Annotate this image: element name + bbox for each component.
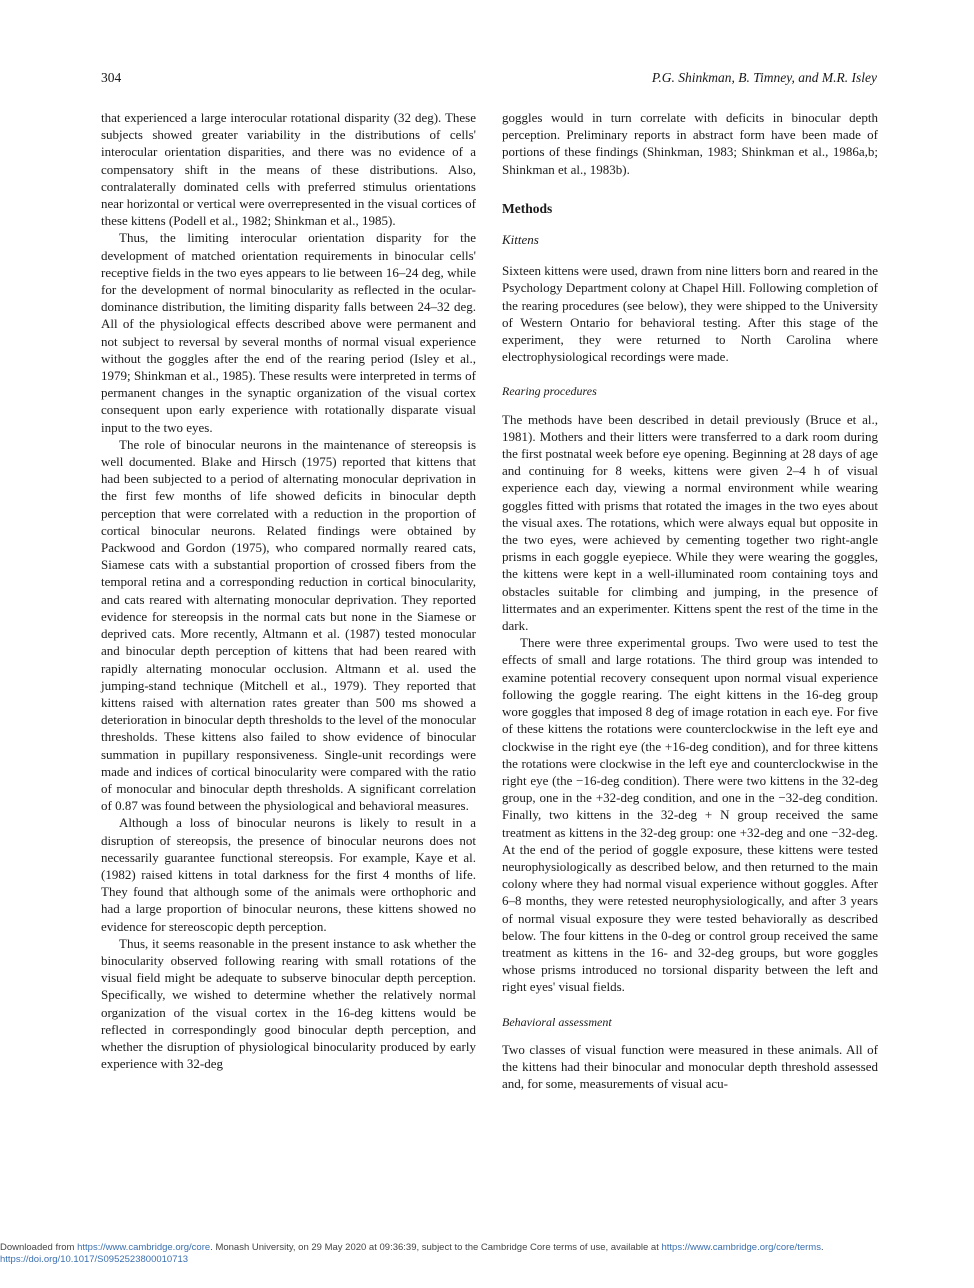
- download-notice: [0, 1242, 824, 1254]
- cambridge-core-link[interactable]: https://www.cambridge.org/core: [77, 1242, 211, 1253]
- paragraph: Two classes of visual function were measured in these animals. All of the kittens had their binocular and monocular depth threshold assessed and, for some, measurements of visual acu-: [502, 1041, 878, 1092]
- page-header: [101, 70, 877, 90]
- running-head-authors: P.G. Shinkman, B. Timney, and M.R. Isley: [651, 70, 877, 85]
- paragraph: Thus, it seems reasonable in the present instance to ask whether the binocularity observed following rearing with small rotations of the visual field might be adequate to subserve binocular depth perception. Specifically, we wished to determine whether the relatively normal organization of the visual cortex in the 16-deg kittens would be reflected in correspondingly good binocular depth perception, and whether the disruption of physiological binocularity produced by early experience with 32-deg: [101, 935, 476, 1072]
- paragraph: Sixteen kittens were used, drawn from nine litters born and reared in the Psychology Department colony at Chapel Hill. Following completion of the rearing procedures (see below), they were shipped to the University of Western Ontario for behavioral testing. After this stage of the experiment, they were returned to North Carolina where electrophysiological recordings were made.: [502, 263, 878, 365]
- paragraph: goggles would in turn correlate with deficits in binocular depth perception. Preliminary reports in abstract form have been made of portions of these findings (Shinkman, 1983; Shinkman et al., 1986a,b; Shinkman et al., 1983b).: [502, 110, 878, 177]
- footer-text: Downloaded from: [0, 1242, 78, 1253]
- page-number: 304: [101, 70, 122, 85]
- right-column: [502, 109, 878, 1092]
- paragraph: The methods have been described in detail previously (Bruce et al., 1981). Mothers and their litters were transferred to a dark room during the first postnatal week before eye opening. Beginning at 28 days of age and continuing for 8 weeks, kittens were given 2–4 h of visual experience each day, viewing a normal environment while wearing goggles fitted with prisms that rotated the images in the two eyes about the visual axes. The rotations, which were always equal but opposite in the two eyes, were achieved by cementing together two right-angle prisms in each goggle eyepiece. While they were wearing the goggles, the kittens were kept in a well-illuminated room containing toys and obstacles suitable for climbing and jumping, in the presence of littermates and an experimenter. Kittens spent the rest of the time in the dark.: [502, 411, 878, 634]
- kittens-subheading: Kittens: [502, 232, 539, 248]
- footer-text: . Monash University, on 29 May 2020 at 09:36:39, subject to the Cambridge Core terms of use, available at: [210, 1242, 662, 1253]
- paragraph: The role of binocular neurons in the maintenance of stereopsis is well documented. Blake and Hirsch (1975) reported that kittens that had been subjected to a period of alternating monocular deprivation in the first few months of life showed deficits in binocular depth perception that were correlated with a reduction in the proportion of cortical binocular neurons. Related findings were obtained by Packwood and Gordon (1975), who compared normally reared cats, Siamese cats with a substantial proportion of crossed fibers from the temporal retina and a corresponding reduction in cortical binocularity, and cats reared with alternating monocular deprivation. They reported evidence for stereopsis in the normal cats but none in the Siamese or deprived cats. More recently, Altmann et al. (1987) tested monocular and binocular depth perception of kittens that had been reared with rapidly alternating monocular occlusion. Altmann et al. used the jumping-stand technique (Mitchell et al., 1979). They reported that kittens raised with alternation rates greater than 500 ms showed a deterioration in binocular depth thresholds to the level of the monocular thresholds. These kittens also failed to show evidence of binocular summation in pupillary responsiveness. Single-unit recordings were made and indices of cortical binocularity were compared with the ratio of monocular and binocular depth thresholds. A significant correlation of 0.87 was found between the physiological and behavioral measures.: [101, 436, 476, 814]
- paragraph: that experienced a large interocular rotational disparity (32 deg). These subjects showed greater variability in the distributions of cells' interocular orientation disparities, and there was no evidence of a compensatory shift in the means of these distributions. Also, contralaterally dominated cells with preferred stimulus orientations near horizontal or vertical were overrepresented in the visual cortices of these kittens (Podell et al., 1982; Shinkman et al., 1985).: [101, 110, 476, 229]
- doi-link[interactable]: https://doi.org/10.1017/S0952523800010713: [0, 1254, 189, 1265]
- paragraph: Thus, the limiting interocular orientation disparity for the development of matched orientation requirements in binocular cells' receptive fields in the two eyes appears to lie between 16–24 deg, while for the development of normal binocularity as reflected in the ocular-dominance distribution, the limiting disparity falls between 24–32 deg. All of the physiological effects described above were permanent and not subject to reversal by several months of normal visual experience without the goggles after the end of the rearing period (Isley et al., 1979; Shinkman et al., 1985). These results were interpreted in terms of permanent changes in the synaptic organization of the visual cortex consequent upon early experience with rotationally disparate visual input to the two eyes.: [101, 230, 476, 435]
- behavioral-assessment-subheading: Behavioral assessment: [502, 1014, 612, 1029]
- rearing-procedures-subheading: Rearing procedures: [502, 384, 597, 399]
- paragraph: Although a loss of binocular neurons is likely to result in a disruption of stereopsis, the presence of binocular neurons does not necessarily guarantee functional stereopsis. For example, Kaye et al. (1982) raised kittens in total darkness for the first 4 months of life. They found that although some of the animals were orthophoric and had a large proportion of binocular neurons, these kittens showed no evidence for stereoscopic depth perception.: [101, 815, 476, 934]
- left-column: [101, 109, 476, 1072]
- methods-heading: Methods: [502, 200, 553, 216]
- doi-line: [0, 1254, 188, 1266]
- paragraph: There were three experimental groups. Two were used to test the effects of small and large rotations. The third group was intended to examine potential recovery consequent upon normal visual experience following the goggle rearing. The eight kittens in the 16-deg group wore goggles that imposed 8 deg of image rotation in each eye. For five of these kittens the rotations were counterclockwise in the left eye and clockwise in the right eye (the +16-deg condition), and for three kittens the rotations were clockwise in the left eye and counterclockwise in the right eye (the −16-deg condition). There were two kittens in the 32-deg group, one in the +32-deg condition, and one in the −32-deg condition. Finally, two kittens in the 32-deg + N group received the same treatment as kittens in the 32-deg group: one +32-deg and one −32-deg. At the end of the period of goggle exposure, these kittens were tested neurophysiologically as described below, and then returned to the main colony where they had normal visual experience without goggles. After 6–8 months, they were retested neurophysiologically, and after 3 years of normal visual exposure they were tested behaviorally as described below. The four kittens in the 0-deg or control group received the same treatment as kittens in the 16- and 32-deg groups, but wore goggles whose prisms introduced no torsional disparity between the left and right eyes' visual fields.: [502, 635, 878, 995]
- terms-link[interactable]: https://www.cambridge.org/core/terms: [661, 1242, 821, 1253]
- footer-text: .: [820, 1242, 824, 1253]
